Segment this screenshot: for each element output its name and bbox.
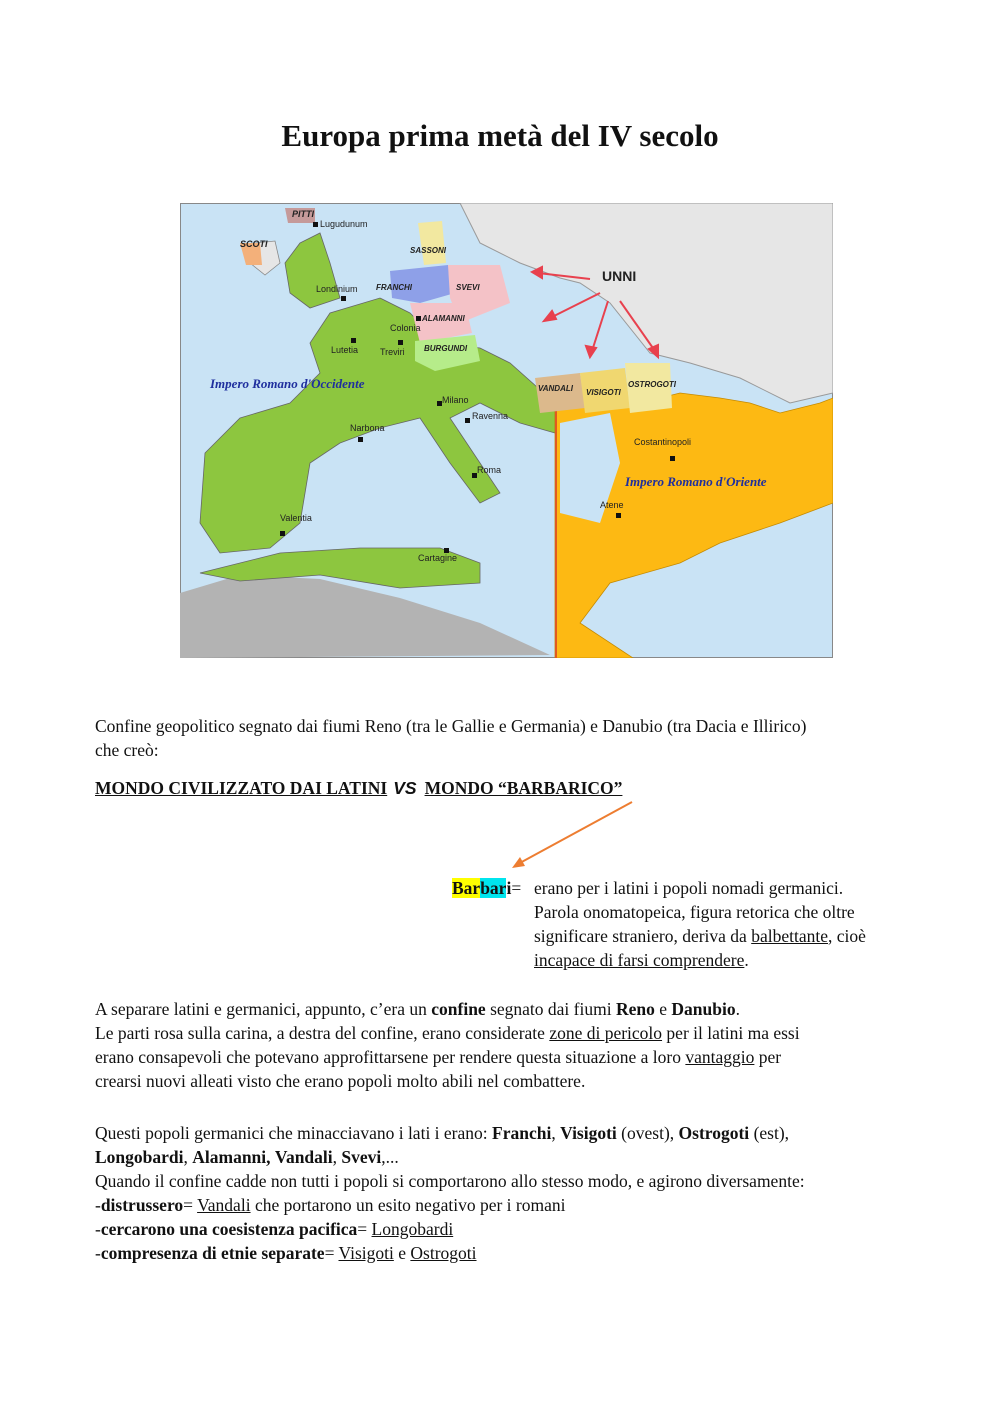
barbari-line-4 [534, 948, 914, 972]
confine-paragraph [95, 997, 915, 1093]
intro-paragraph [95, 714, 915, 762]
p3-franchi: Franchi [492, 1123, 552, 1143]
map-city-ravenna: Ravenna [472, 411, 509, 421]
barbari-line-4b: . [744, 950, 749, 970]
p2-line-4: crearsi nuovi alleati visto che erano popoli molto abili nel combattere. [95, 1071, 586, 1091]
p3-i3-visigoti: Visigoti [338, 1243, 394, 1263]
p3-comma2: , [183, 1147, 193, 1167]
p3-distrussero: distrussero [100, 1195, 184, 1215]
p3-alamanni: Alamanni, [192, 1147, 271, 1167]
barbari-word [452, 878, 511, 898]
p2-l3c: per [754, 1047, 782, 1067]
map-city-lugudunum: Lugudunum [320, 219, 368, 229]
p3-i1-eq: = [183, 1195, 198, 1215]
p2-e: e [654, 999, 672, 1019]
map-city-treviri: Treviri [380, 347, 405, 357]
map-label-burgundi: BURGUNDI [424, 344, 468, 353]
map-city-cartagine: Cartagine [418, 553, 458, 563]
heading-right: MONDO “BARBARICO” [424, 778, 623, 798]
barbari-line-3 [534, 924, 914, 948]
p2-g: . [735, 999, 740, 1019]
barbari-suffix: i [506, 878, 512, 898]
p2-c: segnato dai fiumi [485, 999, 616, 1019]
page-title: Europa prima metà del IV secolo [281, 118, 719, 153]
barbari-incapace: incapace di farsi comprendere [534, 950, 745, 970]
p3-i1-rest: che portarono un esito negativo per i romani [250, 1195, 566, 1215]
map-label-franchi: FRANCHI [376, 283, 412, 292]
p3-est: (est), [749, 1123, 790, 1143]
map-label-vandali: VANDALI [538, 384, 573, 393]
p3-i2-eq: = [357, 1219, 372, 1239]
p3-item-2 [95, 1217, 915, 1241]
p3-i1-vandali: Vandali [197, 1195, 251, 1215]
barbari-line-2: Parola onomatopeica, figura retorica che oltre [534, 902, 855, 922]
intro-line-1: Confine geopolitico segnato dai fiumi Reno (tra le Gallie e Germania) e Danubio (tra Dacia e Illirico) [95, 716, 807, 736]
p3-longobardi: Longobardi [95, 1147, 184, 1167]
map-city-costantinopoli: Costantinopoli [634, 437, 692, 447]
map-label-sassoni: SASSONI [410, 246, 447, 255]
p3-dots: ,... [381, 1147, 399, 1167]
p2-a: A separare latini e germanici, appunto, c’era un [95, 999, 432, 1019]
map-city-atene: Atene [600, 500, 624, 510]
p3-ostrogoti: Ostrogoti [678, 1123, 750, 1143]
contrast-heading [95, 776, 622, 800]
map-vandali [535, 373, 585, 413]
p2-vantaggio: vantaggio [685, 1047, 755, 1067]
barbari-equals: = [511, 878, 522, 898]
p3-item-1 [95, 1193, 915, 1217]
p2-line-1 [95, 997, 915, 1021]
p3-visigoti: Visigoti [560, 1123, 617, 1143]
map-label-scoti: SCOTI [240, 239, 268, 249]
popoli-paragraph [95, 1121, 915, 1265]
map-label-unni: UNNI [602, 268, 637, 284]
p3-line-3: Quando il confine cadde non tutti i popoli si comportarono allo stesso modo, e agirono diversamente: [95, 1171, 805, 1191]
barbari-highlight-yellow: Bar [452, 878, 481, 898]
barbari-lines [534, 876, 914, 972]
p3-coesistenza: cercarono una coesistenza pacifica [100, 1219, 358, 1239]
p2-l3a: erano consapevoli che potevano approfittarsene per rendere questa situazione a loro [95, 1047, 686, 1067]
p2-zone-pericolo: zone di pericolo [549, 1023, 663, 1043]
p3-ovest: (ovest), [616, 1123, 679, 1143]
barbari-highlight-cyan: bar [480, 878, 507, 898]
map-label-visigoti: VISIGOTI [586, 388, 621, 397]
map-label-svevi: SVEVI [456, 283, 480, 292]
p2-danubio: Danubio [671, 999, 736, 1019]
map-city-londinium: Londinium [316, 284, 358, 294]
p3-compresenza: compresenza di etnie separate [100, 1243, 325, 1263]
map-label-occidente: Impero Romano d'Occidente [210, 376, 365, 391]
p3-line-2 [95, 1145, 915, 1169]
p3-i3-eq: = [324, 1243, 339, 1263]
p3-i2-longobardi: Longobardi [371, 1219, 454, 1239]
p2-reno: Reno [615, 999, 655, 1019]
map-city-colonia: Colonia [390, 323, 421, 333]
map-city-narbona: Narbona [350, 423, 385, 433]
barbari-line-1: erano per i latini i popoli nomadi germanici. [534, 878, 844, 898]
map-label-oriente: Impero Romano d'Oriente [625, 474, 767, 489]
p2-line-3 [95, 1045, 915, 1069]
p3-i1-dash: - [95, 1195, 101, 1215]
map-city-valentia: Valentia [280, 513, 312, 523]
map-label-pitti: PITTI [292, 209, 314, 219]
p3-comma1: , [551, 1123, 561, 1143]
map-city-roma: Roma [477, 465, 502, 475]
p3-svevi: Svevi [341, 1147, 382, 1167]
pointer-arrow [500, 798, 650, 878]
heading-vs: VS [393, 778, 417, 798]
intro-line-2: che creò: [95, 740, 159, 760]
historical-map [180, 203, 833, 658]
p3-line-1 [95, 1121, 915, 1145]
map-city-milano: Milano [442, 395, 469, 405]
map-label-ostrogoti: OSTROGOTI [628, 380, 676, 389]
p3-i3-dash: - [95, 1243, 101, 1263]
p3-i3-e: e [393, 1243, 411, 1263]
p2-line-2 [95, 1021, 915, 1045]
p3-i3-ostrogoti: Ostrogoti [410, 1243, 477, 1263]
heading-left: MONDO CIVILIZZATO DAI LATINI [95, 778, 388, 798]
barbari-line-3c: , cioè [827, 926, 866, 946]
map-city-lutetia: Lutetia [331, 345, 359, 355]
barbari-definition [452, 876, 922, 970]
p3-i2-dash: - [95, 1219, 101, 1239]
p2-l2a: Le parti rosa sulla carina, a destra del confine, erano considerate [95, 1023, 550, 1043]
barbari-line-3a: significare straniero, deriva da [534, 926, 752, 946]
p2-confine: confine [431, 999, 486, 1019]
p3-item-3 [95, 1241, 915, 1265]
map-label-alamanni: ALAMANNI [422, 314, 465, 323]
p3-comma3: , [332, 1147, 342, 1167]
barbari-balbettante: balbettante [751, 926, 828, 946]
p3-a: Questi popoli germanici che minacciavano i lati i erano: [95, 1123, 493, 1143]
p3-vandali: Vandali [274, 1147, 333, 1167]
p2-l2c: per il latini ma essi [662, 1023, 800, 1043]
